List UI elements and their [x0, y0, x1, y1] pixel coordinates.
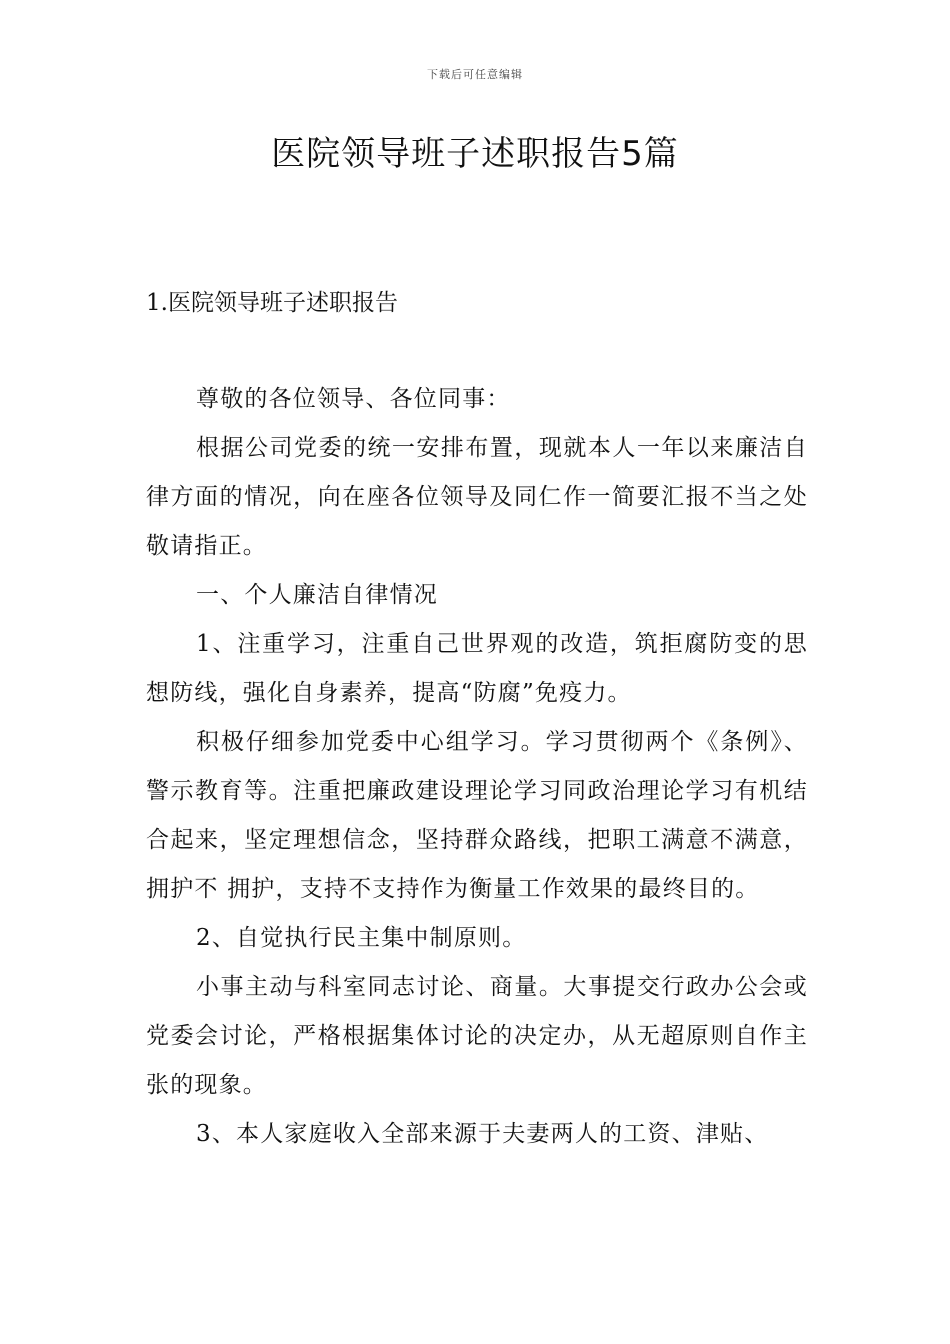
header-note: 下载后可任意编辑 — [427, 68, 523, 81]
subsection-heading: 一、个人廉洁自律情况 — [196, 582, 438, 608]
document-body — [146, 375, 808, 1159]
section-heading: 1.医院领导班子述职报告 — [146, 290, 398, 316]
body-paragraph: 积极仔细参加党委中心组学习。学习贯彻两个《条例》、警示教育等。注重把廉政建设理论学习同政治理论学习有机结合起来，坚定理想信念，坚持群众路线，把职工满意不满意，拥护不 拥护，支持不支持作为衡量工作效果的最终目的。 — [146, 729, 808, 902]
body-paragraph: 1、注重学习，注重自己世界观的改造，筑拒腐防变的思想防线，强化自身素养，提高“防腐”免疫力。 — [146, 631, 808, 706]
body-paragraph: 2、自觉执行民主集中制原则。 — [196, 925, 527, 951]
document-title: 医院领导班子述职报告5篇 — [271, 134, 679, 174]
body-paragraph: 小事主动与科室同志讨论、商量。大事提交行政办公会或党委会讨论，严格根据集体讨论的决定办，从无超原则自作主张的现象。 — [146, 974, 808, 1098]
salutation-paragraph: 尊敬的各位领导、各位同事： — [196, 386, 511, 412]
body-paragraph: 3、本人家庭收入全部来源于夫妻两人的工资、津贴、 — [196, 1121, 769, 1147]
body-paragraph: 根据公司党委的统一安排布置，现就本人一年以来廉洁自律方面的情况，向在座各位领导及同仁作一简要汇报不当之处敬请指正。 — [146, 435, 808, 559]
